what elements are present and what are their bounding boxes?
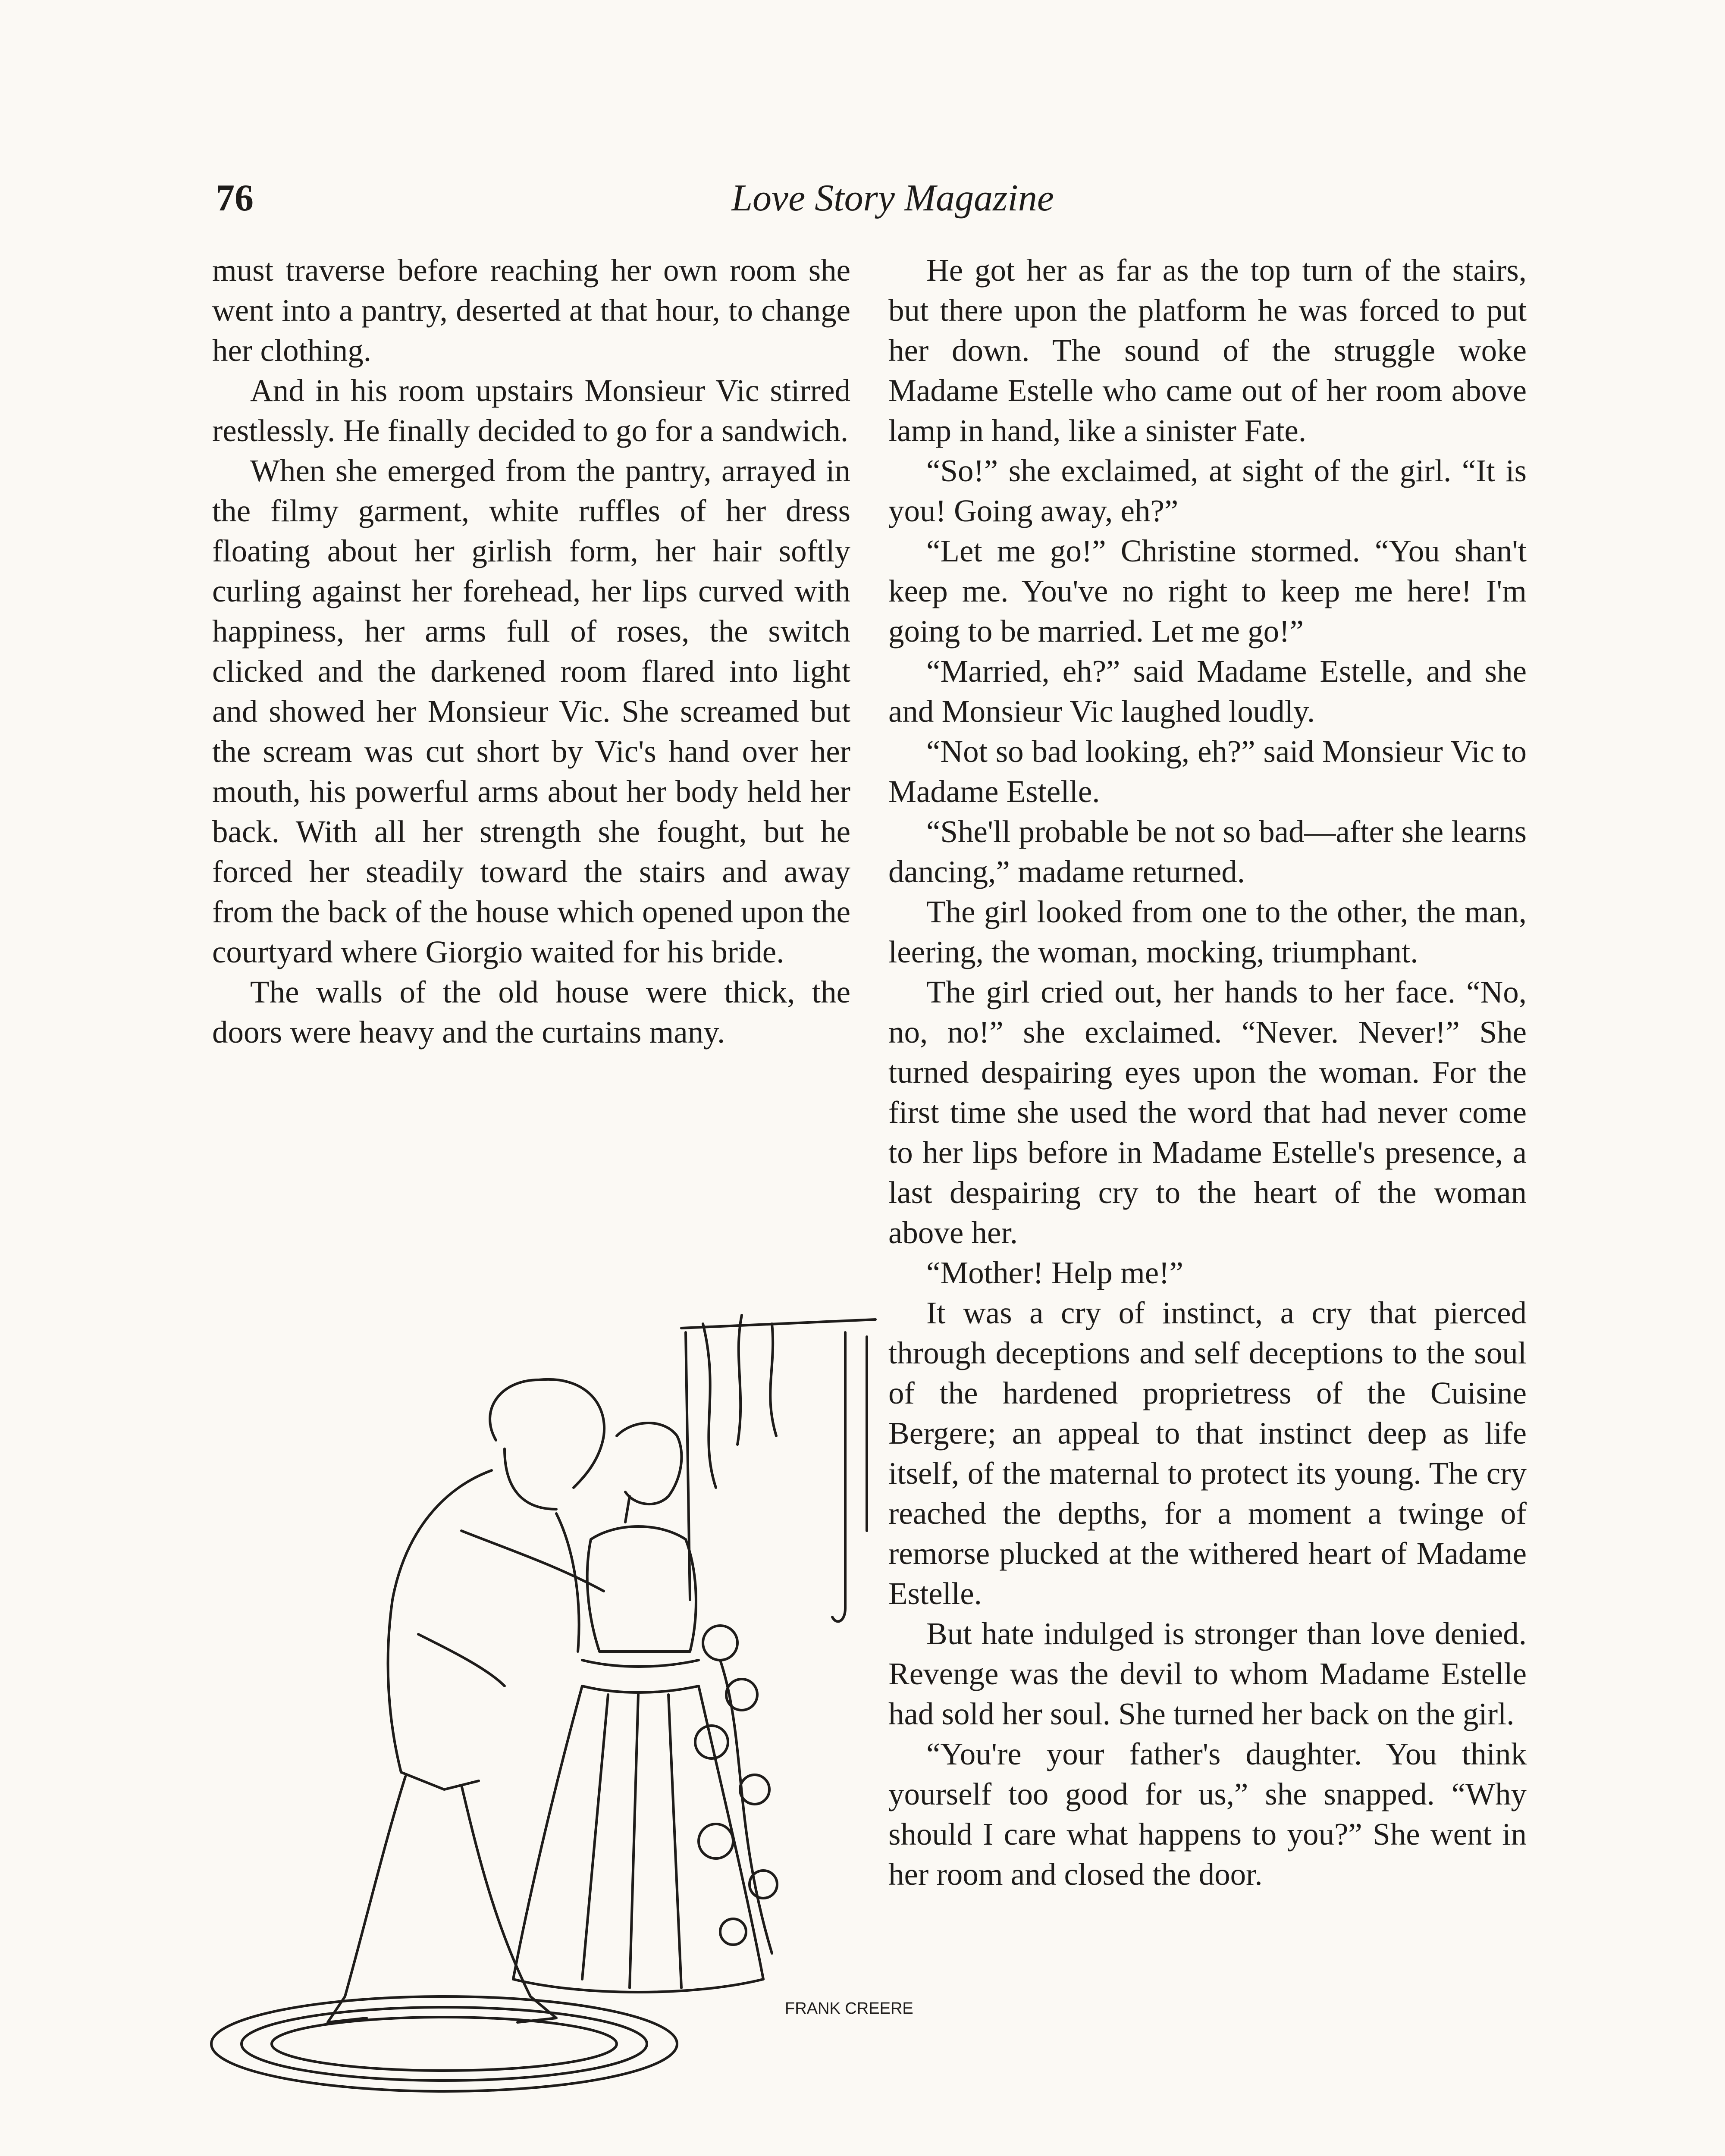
paragraph: “Mother! Help me!” [926, 1255, 1183, 1290]
paragraph: The girl looked from one to the other, the man, leering, the woman, mocking, triumphant. [888, 894, 1527, 969]
right-column [888, 250, 1527, 1894]
illustration [203, 1307, 913, 2117]
illustration-drawing [203, 1307, 913, 2117]
paragraph: It was a cry of instinct, a cry that pierced through deceptions and self deceptions to the soul of the hardened proprietress of the Cuisine Bergere; an appeal to that instinct deep as life itself, of the maternal to protect its young. The cry reached the depths, for a moment a twinge of remorse plucked at the withered heart of Madame Estelle. [888, 1295, 1527, 1611]
paragraph: “Married, eh?” said Madame Estelle, and she and Monsieur Vic laughed loudly. [888, 654, 1527, 729]
paragraph: But hate indulged is stronger than love denied. Revenge was the devil to whom Madame Estelle had sold her soul. She turned her back on the girl. [888, 1616, 1527, 1731]
paragraph: “Not so bad looking, eh?” said Monsieur Vic to Madame Estelle. [888, 734, 1527, 809]
paragraph: “Let me go!” Christine stormed. “You shan't keep me. You've no right to keep me here! I'm going to be married. Let me go!” [888, 533, 1527, 649]
paragraph: must traverse before reaching her own room she went into a pantry, deserted at that hour, to change her clothing. [212, 253, 850, 368]
paragraph: The girl cried out, her hands to her face. “No, no, no!” she exclaimed. “Never. Never!” She turned despairing eyes upon the woman. For the first time she used the word that had never come to her lips before in Madame Estelle's presence, a last despairing cry to the heart of the woman above her. [888, 975, 1527, 1250]
left-column [212, 250, 850, 1307]
paragraph: And in his room upstairs Monsieur Vic stirred restlessly. He finally decided to go for a sandwich. [212, 373, 850, 448]
artist-signature: FRANK CREERE [785, 1999, 913, 2018]
paragraph: “So!” she exclaimed, at sight of the girl. “It is you! Going away, eh?” [888, 453, 1527, 528]
paragraph: He got her as far as the top turn of the stairs, but there upon the platform he was forced to put her down. The sound of the struggle woke Madame Estelle who came out of her room above lamp in hand, like a sinister Fate. [888, 253, 1527, 448]
paragraph: “She'll probable be not so bad—after she learns dancing,” madame returned. [888, 814, 1527, 889]
page-header [216, 172, 1509, 224]
paragraph: “You're your father's daughter. You think yourself too good for us,” she snapped. “Why should I care what happens to you?” She went in her room and closed the door. [888, 1736, 1527, 1892]
page-number: 76 [216, 177, 254, 219]
running-title: Love Story Magazine [731, 177, 1054, 219]
paragraph: When she emerged from the pantry, arrayed in the filmy garment, white ruffles of her dress floating about her girlish form, her hair softly curling against her forehead, her lips curved with happiness, her arms full of roses, the switch clicked and the darkened room flared into light and showed her Monsieur Vic. She screamed but the scream was cut short by Vic's hand over her mouth, his powerful arms about her body held her back. With all her strength she fought, but he forced her steadily toward the stairs and away from the back of the house which opened upon the courtyard where Giorgio waited for his bride. [212, 453, 850, 969]
paragraph: The walls of the old house were thick, the doors were heavy and the curtains many. [212, 975, 850, 1050]
